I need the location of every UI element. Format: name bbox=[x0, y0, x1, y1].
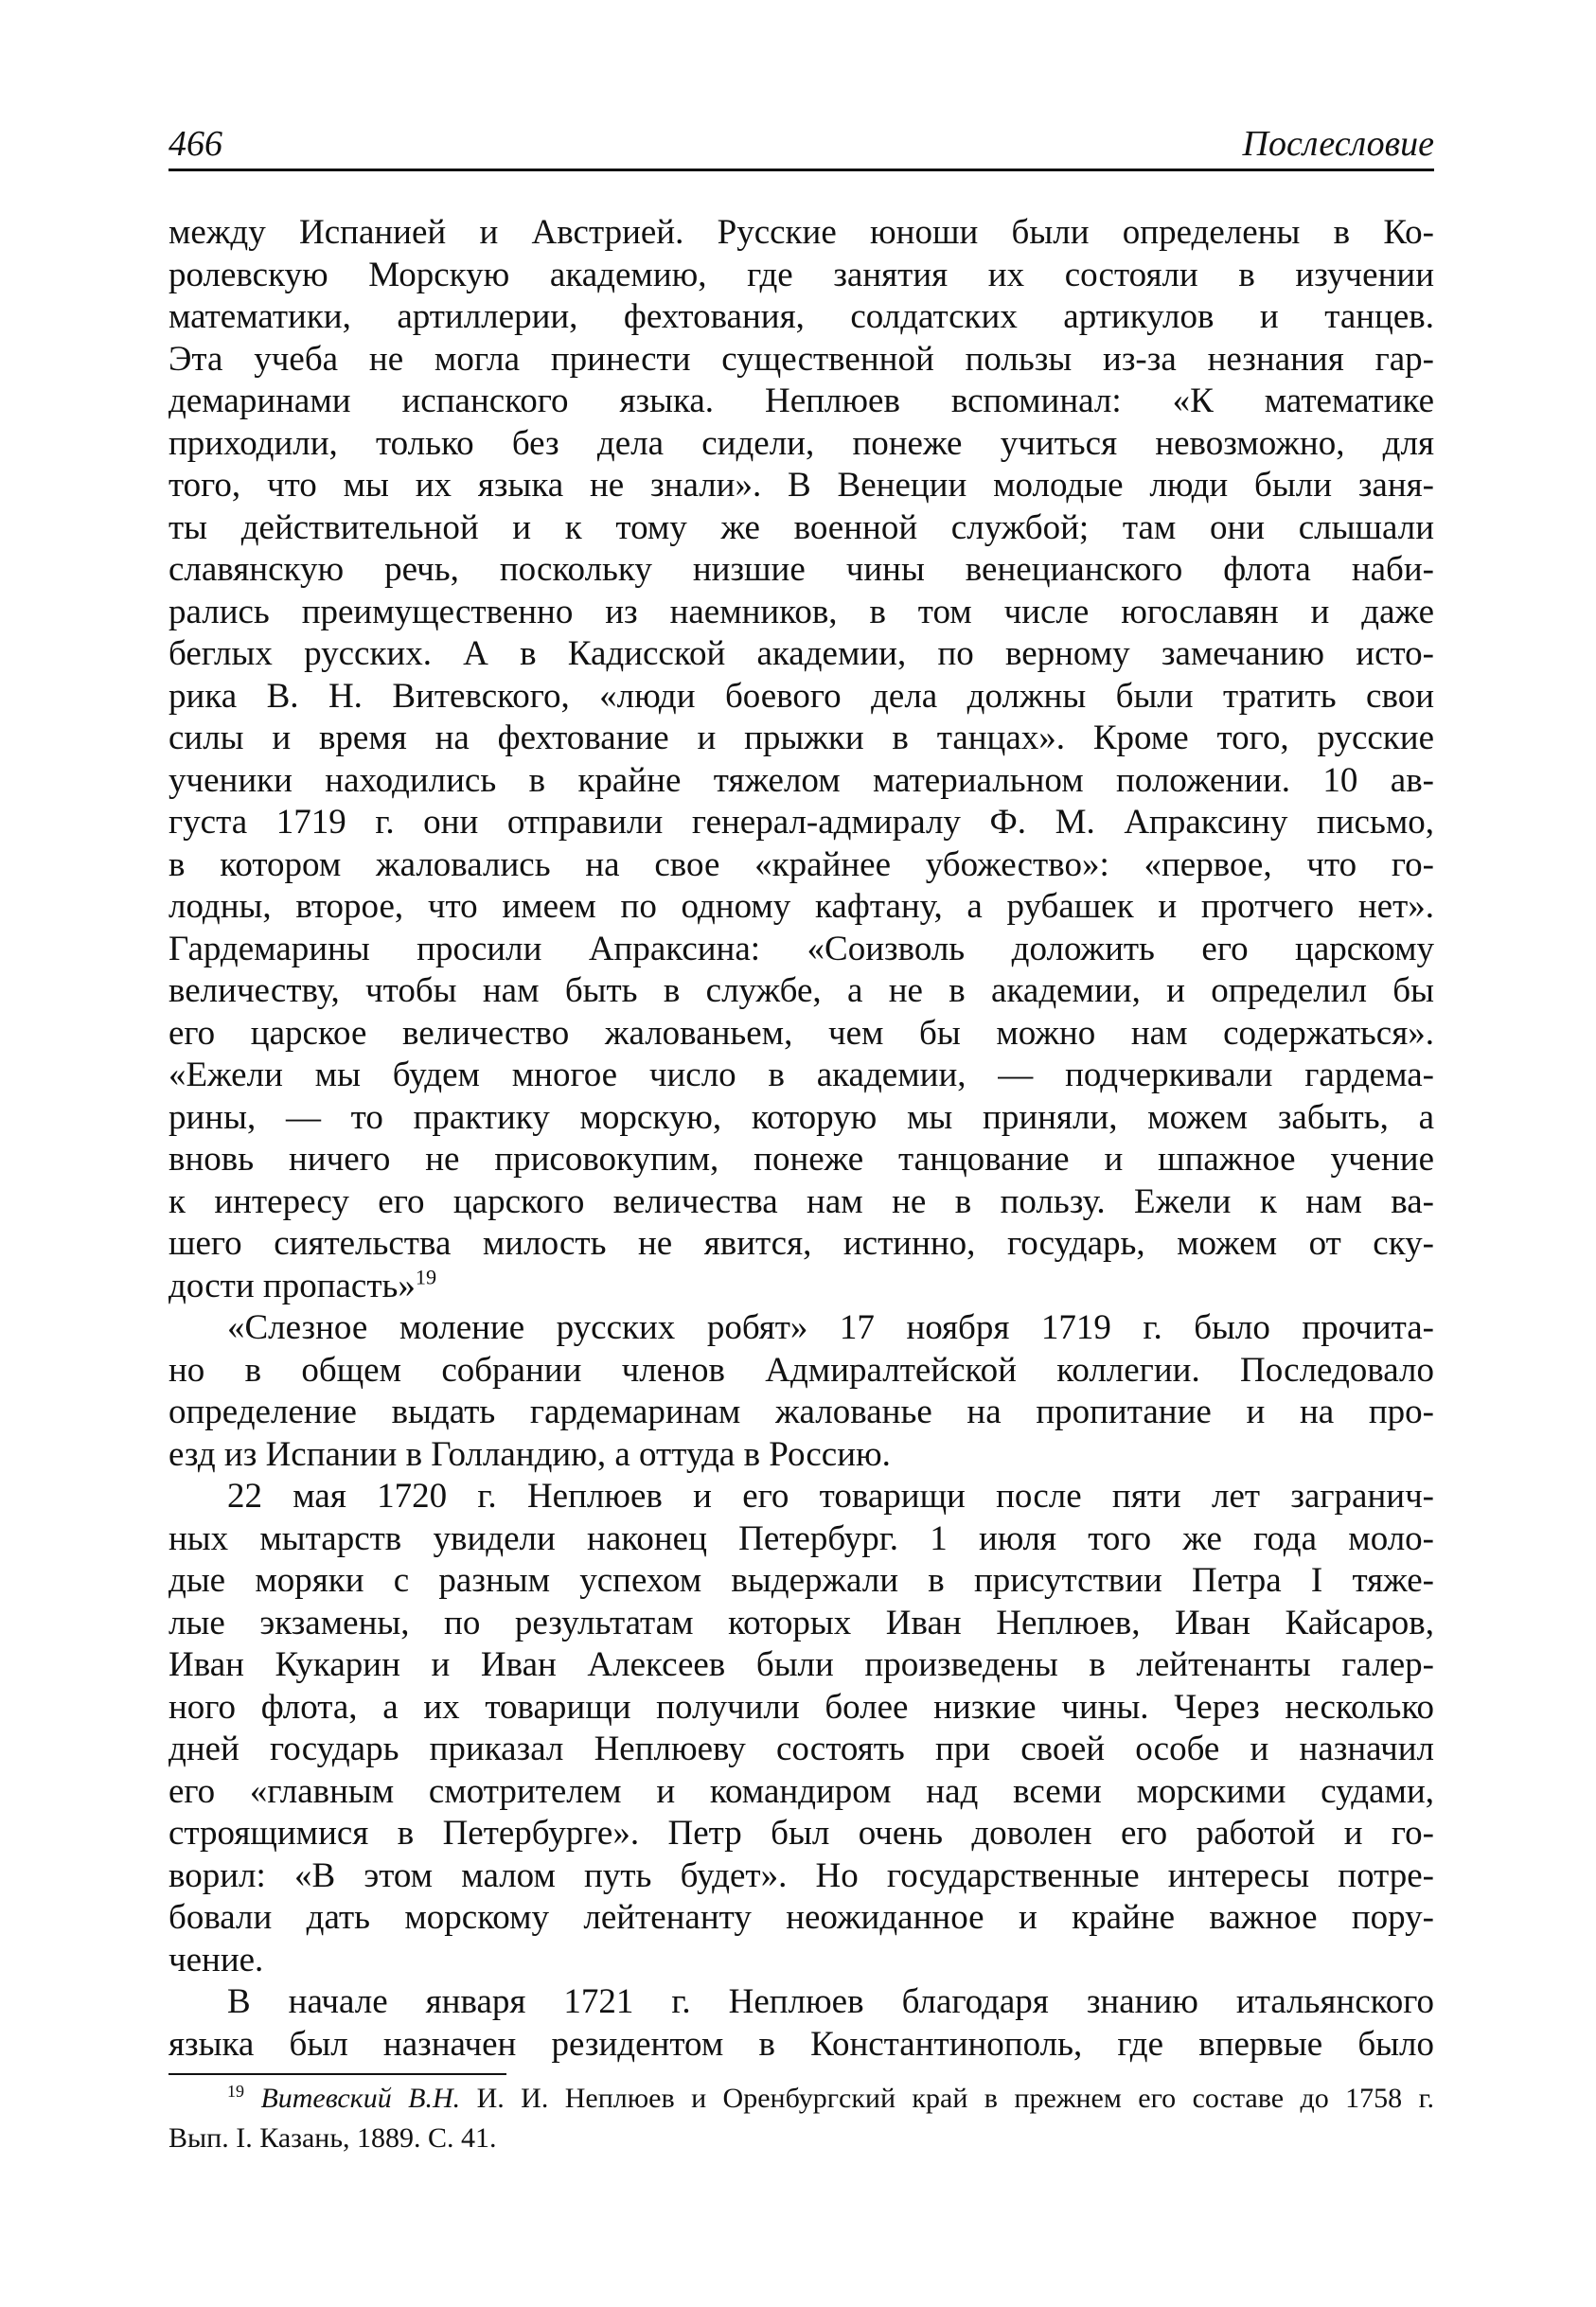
text-line bbox=[168, 760, 1434, 803]
line-text: Гардемарины просили Апраксина: «Соизволь доложить его царскому bbox=[168, 929, 1434, 968]
text-line bbox=[168, 718, 1434, 760]
line-text: дней государь приказал Неплюеву состоять при своей особе и назначил bbox=[168, 1730, 1434, 1768]
line-text: ученики находились в крайне тяжелом материальном положении. 10 ав- bbox=[168, 760, 1434, 800]
body-text bbox=[168, 212, 1434, 2066]
text-line bbox=[168, 1307, 1434, 1350]
page-number: 466 bbox=[168, 124, 222, 164]
footnote-line: Вып. I. Казань, 1889. С. 41. bbox=[168, 2122, 497, 2154]
text-line bbox=[168, 1603, 1434, 1645]
text-line bbox=[168, 844, 1434, 887]
text-line bbox=[168, 507, 1434, 550]
line-text: языка был назначен резидентом в Константинополь, где впервые было bbox=[168, 2024, 1434, 2064]
text-line bbox=[168, 1940, 1434, 1982]
line-text: вновь ничего не присовокупим, понеже танцование и шпажное учение bbox=[168, 1140, 1434, 1179]
text-line bbox=[168, 1813, 1434, 1855]
text-line bbox=[168, 802, 1434, 844]
line-text: лодны, второе, что имеем по одному кафтану, а рубашек и протчего нет». bbox=[168, 887, 1434, 926]
footnote-reference: 19 bbox=[415, 1265, 437, 1289]
line-text: его царское величество жалованьем, чем бы можно нам содержаться». bbox=[168, 1013, 1434, 1053]
text-line bbox=[168, 1055, 1434, 1097]
text-line bbox=[168, 465, 1434, 507]
line-text: дости пропасть» bbox=[168, 1266, 416, 1305]
text-line bbox=[168, 212, 1434, 255]
line-text: в котором жаловались на свое «крайнее убожество»: «первое, что го- bbox=[168, 844, 1434, 884]
line-text: ворил: «В этом малом путь будет». Но государственные интересы потре- bbox=[168, 1855, 1434, 1895]
text-line bbox=[168, 1097, 1434, 1140]
line-text: ных мытарств увидели наконец Петербург. 1 июля того же года моло- bbox=[168, 1518, 1434, 1558]
text-line bbox=[168, 886, 1434, 929]
section-title: Послесловие bbox=[1242, 124, 1434, 164]
text-line bbox=[168, 1897, 1434, 1940]
line-text: рины, — то практику морскую, которую мы приняли, можем забыть, а bbox=[168, 1097, 1434, 1137]
paragraph bbox=[168, 212, 1434, 1307]
text-line bbox=[168, 1350, 1434, 1393]
line-text: лые экзамены, по результатам которых Иван Неплюев, Иван Кайсаров, bbox=[168, 1603, 1434, 1642]
line-text: силы и время на фехтование и прыжки в танцах». Кроме того, русские bbox=[168, 719, 1434, 757]
text-line bbox=[168, 1013, 1434, 1056]
footnote-line bbox=[168, 2079, 1434, 2119]
text-line bbox=[168, 1139, 1434, 1181]
line-text: дые моряки с разным успехом выдержали в присутствии Петра I тяже- bbox=[168, 1561, 1434, 1600]
line-text: езд из Испании в Голландию, а оттуда в Россию. bbox=[168, 1434, 891, 1474]
text-line bbox=[168, 1266, 1434, 1308]
line-text: бовали дать морскому лейтенанту неожиданное и крайне важное пору- bbox=[168, 1898, 1434, 1937]
paragraph bbox=[168, 1981, 1434, 2066]
line-text: В начале января 1721 г. Неплюев благодаря знанию итальянского bbox=[227, 1982, 1434, 2021]
text-line bbox=[168, 1687, 1434, 1730]
line-text: ролевскую Морскую академию, где занятия их состояли в изучении bbox=[168, 255, 1434, 294]
line-text: беглых русских. А в Кадисской академии, по верному замечанию исто- bbox=[168, 634, 1434, 673]
paragraph bbox=[168, 1307, 1434, 1476]
line-text: чение. bbox=[168, 1940, 264, 1979]
line-text: к интересу его царского величества нам не в пользу. Ежели к нам ва- bbox=[168, 1181, 1434, 1221]
line-text: но в общем собрании членов Адмиралтейской коллегии. Последовало bbox=[168, 1350, 1434, 1390]
line-text: шего сиятельства милость не явится, истинно, государь, можем от ску- bbox=[168, 1224, 1434, 1263]
text-line bbox=[168, 1771, 1434, 1814]
text-line bbox=[168, 676, 1434, 719]
text-line bbox=[168, 1560, 1434, 1603]
text-line bbox=[168, 1434, 1434, 1477]
text-line bbox=[168, 296, 1434, 339]
text-line bbox=[168, 381, 1434, 423]
line-text: славянскую речь, поскольку низшие чины венецианского флота наби- bbox=[168, 550, 1434, 589]
line-text: рались преимущественно из наемников, в том числе югославян и даже bbox=[168, 592, 1434, 631]
text-line bbox=[168, 1729, 1434, 1771]
line-text: густа 1719 г. они отправили генерал-адмиралу Ф. М. Апраксину письмо, bbox=[168, 803, 1434, 842]
line-text: ного флота, а их товарищи получили более низкие чины. Через несколько bbox=[168, 1687, 1434, 1727]
footnote bbox=[168, 2079, 1434, 2158]
running-header bbox=[168, 121, 1434, 171]
footnote-divider bbox=[168, 2073, 506, 2075]
line-text: Иван Кукарин и Иван Алексеев были произведены в лейтенанты галер- bbox=[168, 1645, 1434, 1684]
line-text: «Слезное моление русских робят» 17 ноября 1719 г. было прочита- bbox=[227, 1308, 1434, 1347]
line-text: 22 мая 1720 г. Неплюев и его товарищи после пяти лет загранич- bbox=[227, 1477, 1434, 1516]
text-line bbox=[168, 339, 1434, 382]
text-line bbox=[168, 1855, 1434, 1898]
line-text: Эта учеба не могла принести существенной пользы из-за незнания гар- bbox=[168, 339, 1434, 379]
text-line bbox=[168, 592, 1434, 634]
text-line bbox=[168, 1644, 1434, 1687]
line-text: приходили, только без дела сидели, понеже учиться невозможно, для bbox=[168, 423, 1434, 463]
text-line bbox=[168, 1518, 1434, 1561]
line-text: того, что мы их языка не знали». В Венеции молодые люди были заня- bbox=[168, 466, 1434, 505]
footnote-number: 19 bbox=[227, 2082, 244, 2101]
line-text: между Испанией и Австрией. Русские юноши были определены в Ко- bbox=[168, 213, 1434, 252]
text-line bbox=[168, 929, 1434, 971]
text-line bbox=[168, 1392, 1434, 1434]
text-line bbox=[168, 1223, 1434, 1266]
text-line bbox=[168, 970, 1434, 1013]
line-text: математики, артиллерии, фехтования, солдатских артикулов и танцев. bbox=[168, 297, 1434, 336]
line-text: определение выдать гардемаринам жалованье на пропитание и на про- bbox=[168, 1393, 1434, 1431]
text-line bbox=[168, 633, 1434, 676]
text-line bbox=[168, 2024, 1434, 2067]
footnote-title: И. И. Неплюев и Оренбургский край в прежнем его составе до 1758 г. bbox=[460, 2083, 1435, 2114]
text-line bbox=[168, 423, 1434, 466]
text-line bbox=[168, 1981, 1434, 2024]
line-text: ты действительной и к тому же военной службой; там они слышали bbox=[168, 507, 1434, 547]
line-text: рика В. Н. Витевского, «люди боевого дела должны были тратить свои bbox=[168, 676, 1434, 716]
line-text: демаринами испанского языка. Неплюев вспоминал: «К математике bbox=[168, 382, 1434, 420]
line-text: величеству, чтобы нам быть в службе, а не в академии, и определил бы bbox=[168, 971, 1434, 1010]
text-line bbox=[168, 549, 1434, 592]
line-text: его «главным смотрителем и командиром над всеми морскими судами, bbox=[168, 1771, 1434, 1811]
text-line bbox=[168, 255, 1434, 297]
footnote-author: Витевский В.Н. bbox=[260, 2083, 461, 2114]
text-line bbox=[168, 1181, 1434, 1224]
text-line bbox=[168, 1476, 1434, 1518]
line-text: строящимися в Петербурге». Петр был очень доволен его работой и го- bbox=[168, 1814, 1434, 1853]
line-text: «Ежели мы будем многое число в академии, — подчеркивали гардема- bbox=[168, 1056, 1434, 1094]
paragraph bbox=[168, 1476, 1434, 1981]
